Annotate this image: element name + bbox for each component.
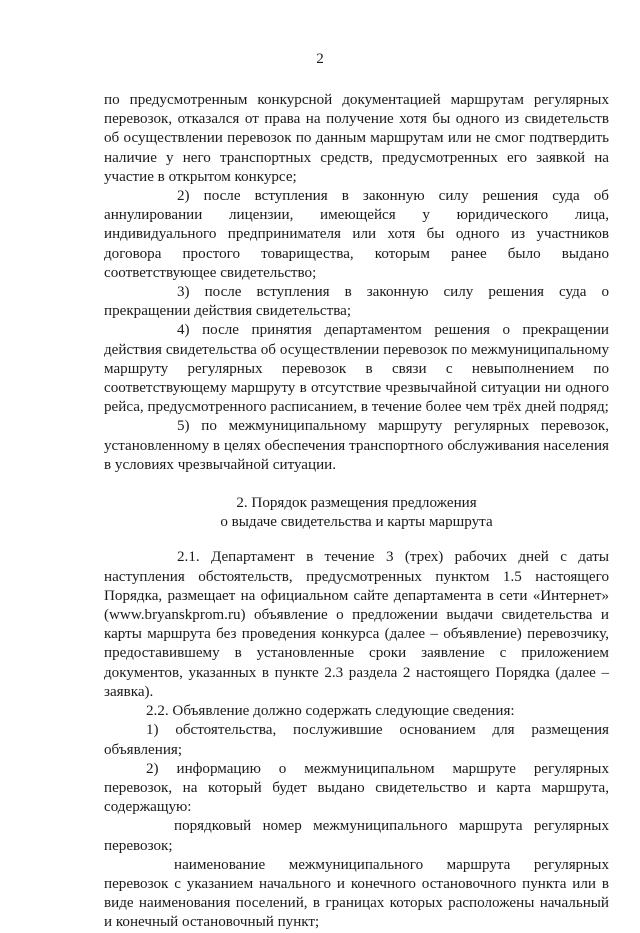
paragraph-item-4: 4) после принятия департаментом решения о прекращении действия свидетельства об осуществлении перевозок по межмуниципальному маршруту регулярных перевозок в связи с невыполнением по соответствующему маршруту в отсутствие чрезвычайной ситуации ни одного рейса, предусмотренного расписанием, в течение более чем трёх дней подряд; xyxy=(104,322,609,416)
page-number: 2 xyxy=(316,51,324,67)
section-heading-line-1: 2. Порядок размещения предложения xyxy=(236,495,477,512)
paragraph-2-2-item-1: 1) обстоятельства, послужившие основанием для размещения объявления; xyxy=(104,722,609,758)
paragraph-item-2: 2) после вступления в законную силу решения суда об аннулировании лицензии, имеющейся у юридического лица, индивидуального предпринимателя или хотя бы одного из участников договора простого товарищества, которым ранее было выдано соответствующее свидетельство; xyxy=(104,188,609,281)
paragraph-continuation: по предусмотренным конкурсной документацией маршрутам регулярных перевозок, отказался от права на получение хотя бы одного из свидетельств об осуществлении перевозок по данным маршрутам или не смог подтвердить наличие у него транспортных средств, предусмотренных его заявкой на участие в открытом конкурсе; xyxy=(104,92,609,185)
paragraph-route-number: порядковый номер межмуниципального маршрута регулярных перевозок; xyxy=(104,818,609,854)
paragraph-item-5: 5) по межмуниципальному маршруту регулярных перевозок, установленному в целях обеспечения транспортного обслуживания населения в условиях чрезвычайной ситуации. xyxy=(104,418,609,473)
paragraph-item-3: 3) после вступления в законную силу решения суда о прекращении действия свидетельства; xyxy=(104,284,609,320)
section-heading-line-2: о выдаче свидетельства и карты маршрута xyxy=(220,514,493,531)
paragraph-route-name: наименование межмуниципального маршрута регулярных перевозок с указанием начального и конечного остановочного пункта или в виде наименования поселений, в границах которых расположены начальный и конечный остановочный пункт; xyxy=(104,856,609,931)
paragraph-2-1: 2.1. Департамент в течение 3 (трех) рабочих дней с даты наступления обстоятельств, предусмотренных пунктом 1.5 настоящего Порядка, размещает на официальном сайте департамента в сети «Интернет» (www.bryanskprom.ru) объявление о предложении выдачи свидетельства и карты маршрута без проведения конкурса (далее – объявление) перевозчику, предоставившему в установленные сроки заявление с приложением документов, указанных в пункте 2.3 раздела 2 настоящего Порядка (далее – заявка). xyxy=(104,549,609,700)
document-body xyxy=(104,91,609,933)
paragraph-2-2: 2.2. Объявление должно содержать следующие сведения: xyxy=(146,703,515,720)
paragraph-2-2-item-2: 2) информацию о межмуниципальном маршруте регулярных перевозок, на который будет выдано свидетельство и карта маршрута, содержащую: xyxy=(104,760,609,816)
